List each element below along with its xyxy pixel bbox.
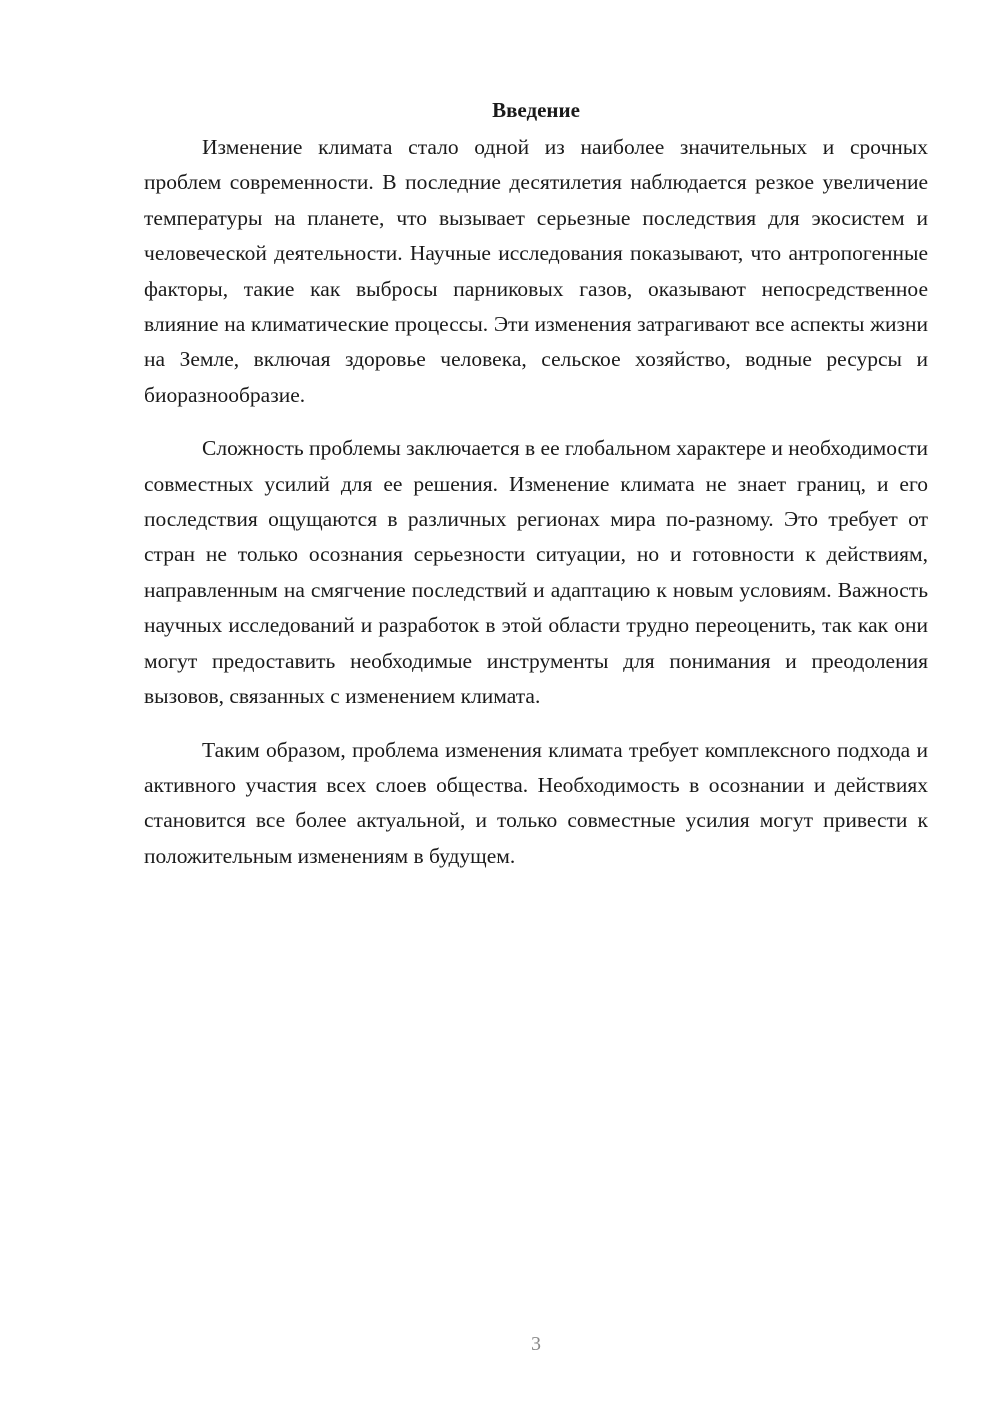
paragraph-2: Сложность проблемы заключается в ее глобальном характере и необходимости совместных усилий для ее решения. Изменение климата не знает границ, и его последствия ощущаются в различных регионах мира по-разному. Это требует от стран не только осознания серьезности ситуации, но и готовности к действиям, направленным на смягчение последствий и адаптацию к новым условиям. Важность научных исследований и разработок в этой области трудно переоценить, так как они могут предоставить необходимые инструменты для понимания и преодоления вызовов, связанных с изменением климата.	[144, 436, 928, 709]
page-title: Введение	[492, 98, 580, 122]
page-number: 3	[531, 1333, 541, 1355]
document-body	[144, 130, 928, 874]
paragraph-3: Таким образом, проблема изменения климата требует комплексного подхода и активного участия всех слоев общества. Необходимость в осознании и действиях становится все более актуальной, и только совместные усилия могут привести к положительным изменениям в будущем.	[144, 737, 928, 868]
paragraph-1: Изменение климата стало одной из наиболее значительных и срочных проблем современности. В последние десятилетия наблюдается резкое увеличение температуры на планете, что вызывает серьезные последствия для экосистем и человеческой деятельности. Научные исследования показывают, что антропогенные факторы, такие как выбросы парниковых газов, оказывают непосредственное влияние на климатические процессы. Эти изменения затрагивают все аспекты жизни на Земле, включая здоровье человека, сельское хозяйство, водные ресурсы и биоразнообразие.	[144, 135, 928, 407]
